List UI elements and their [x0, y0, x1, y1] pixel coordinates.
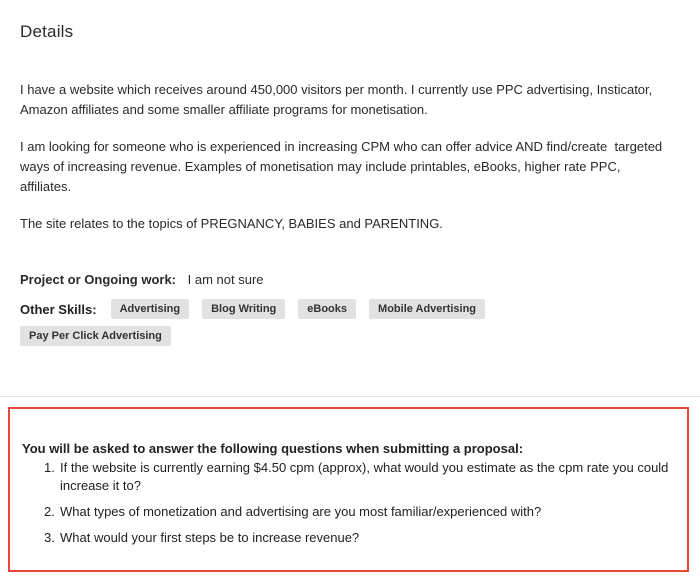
question-text: What would your first steps be to increase revenue?	[60, 530, 360, 545]
description-paragraph: The site relates to the topics of PREGNANCY, BABIES and PARENTING.	[20, 216, 443, 231]
questions-list	[40, 459, 670, 555]
skill-tag-blog-writing[interactable]: Blog Writing	[202, 299, 285, 319]
question-text: If the website is currently earning $4.50 cpm (approx), what would you estimate as the cpm rate you could increase it to?	[60, 460, 669, 493]
skill-tag-pay-per-click-advertising[interactable]: Pay Per Click Advertising	[20, 326, 171, 346]
other-skills-label: Other Skills:	[20, 301, 97, 317]
details-title: Details	[20, 22, 74, 41]
project-type-row	[20, 272, 264, 287]
skill-tag-mobile-advertising[interactable]: Mobile Advertising	[369, 299, 485, 319]
job-description	[20, 80, 670, 251]
skill-tag-ebooks[interactable]: eBooks	[298, 299, 356, 319]
question-item	[40, 529, 670, 547]
proposal-questions-box	[8, 407, 689, 572]
question-number: 1.	[44, 460, 55, 475]
question-number: 2.	[44, 504, 55, 519]
project-type-label: Project or Ongoing work:	[20, 272, 177, 287]
description-paragraph: I am looking for someone who is experienced in increasing CPM who can offer advice AND find/create targeted ways of increasing revenue. Examples of monetisation may include printables, eBooks, higher rate PPC, affiliates.	[20, 139, 666, 194]
other-skills	[20, 299, 680, 346]
question-number: 3.	[44, 530, 55, 545]
question-text: What types of monetization and advertising are you most familiar/experienced with?	[60, 504, 542, 519]
questions-intro: You will be asked to answer the following questions when submitting a proposal:	[22, 441, 524, 456]
question-item	[40, 459, 670, 495]
project-type-value: I am not sure	[187, 272, 264, 287]
question-item	[40, 503, 670, 521]
skill-tag-advertising[interactable]: Advertising	[111, 299, 190, 319]
section-divider	[0, 396, 700, 397]
description-paragraph: I have a website which receives around 450,000 visitors per month. I currently use PPC advertising, Insticator, Amazon affiliates and some smaller affiliate programs for monetisation.	[20, 82, 656, 117]
